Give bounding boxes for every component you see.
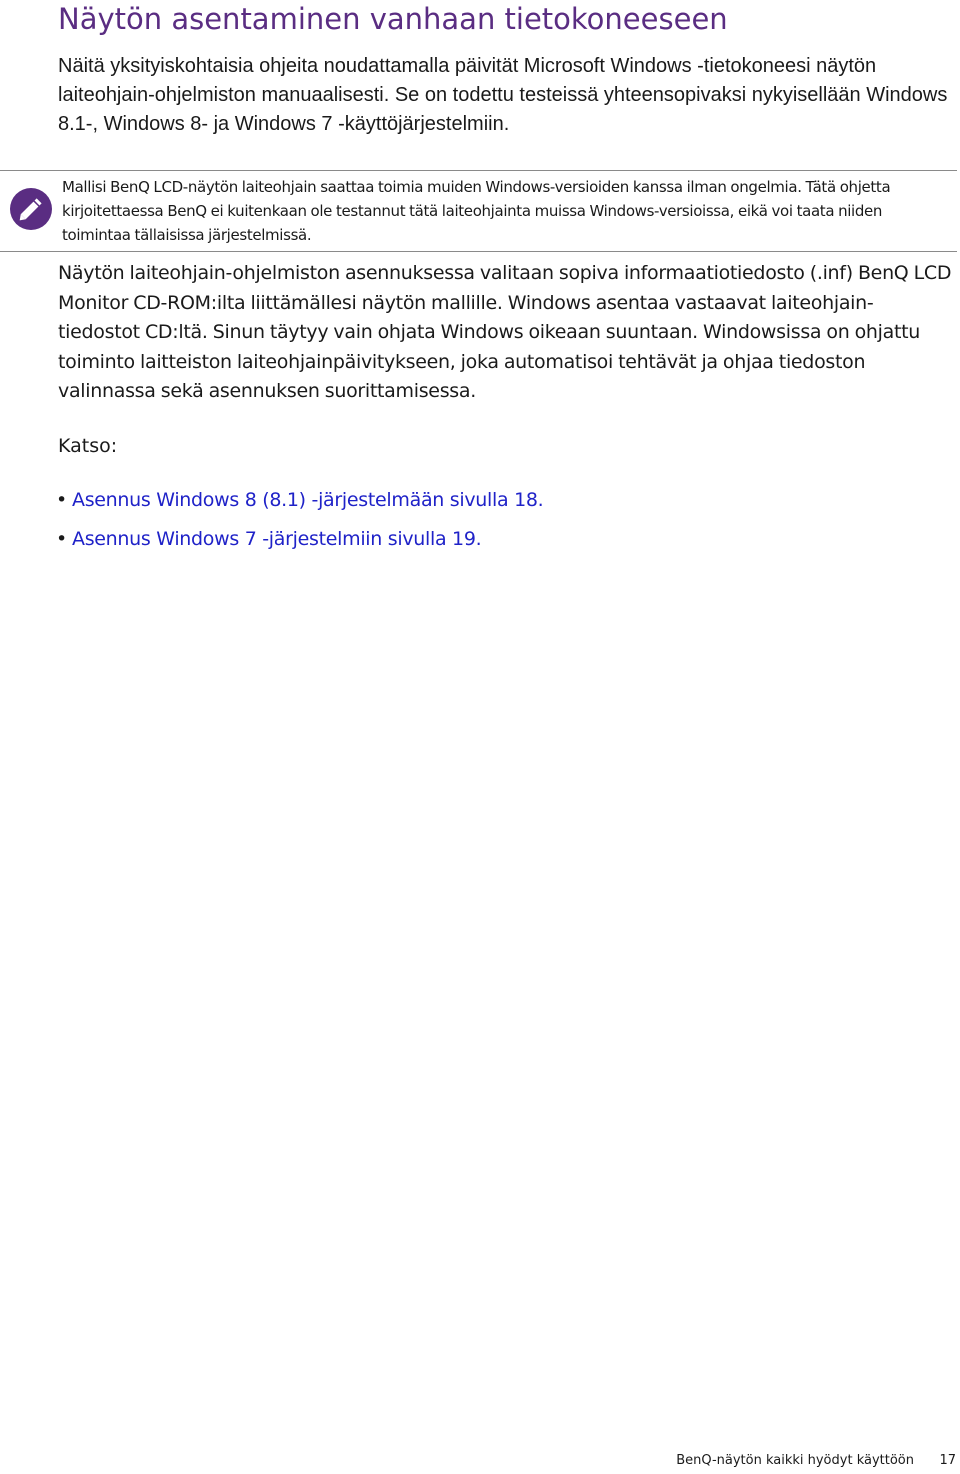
page-title: Näytön asentaminen vanhaan tietokoneeseen: [58, 2, 728, 36]
intro-paragraph: Näitä yksityiskohtaisia ohjeita noudattamalla päivität Microsoft Windows -tietokoneesi näytön laiteohjain-ohjelmiston manuaalisesti. Se on todettu testeissä yhteensopivaksi nykyisellään Windows 8.1-, Windows 8- ja Windows 7 -käyttöjärjestelmiin.: [58, 55, 948, 135]
link-windows-7-install[interactable]: Asennus Windows 7 -järjestelmiin sivulla 19.: [72, 528, 482, 550]
footer-text: BenQ-näytön kaikki hyödyt käyttöön: [676, 1453, 914, 1468]
body-paragraph: Näytön laiteohjain-ohjelmiston asennuksessa valitaan sopiva informaatiotiedosto (.inf) BenQ LCD Monitor CD-ROM:ilta liittämällesi näytön mallille. Windows asentaa vastaavat laiteohjain-tiedostot CD:ltä. Sinun täytyy vain ohjata Windows oikeaan suuntaan. Windowsissa on ohjattu toiminto laitteiston laiteohjainpäivitykseen, joka automatisoi tehtävät ja ohjaa tiedoston valinnassa sekä asennuksen suorittamisessa.: [58, 262, 952, 403]
page-number: 17: [939, 1453, 956, 1468]
see-also-label: Katso:: [58, 435, 118, 457]
bullet: •: [56, 528, 67, 550]
link-windows-8-install[interactable]: Asennus Windows 8 (8.1) -järjestelmään sivulla 18.: [72, 489, 544, 511]
note-text: Mallisi BenQ LCD-näytön laiteohjain saattaa toimia muiden Windows-versioiden kanssa ilman ongelmia. Tätä ohjetta kirjoitettaessa BenQ ei kuitenkaan ole testannut tätä laiteohjainta muissa Windows-versioissa, eikä voi taata niiden toimintaa tällaisissa järjestelmissä.: [62, 178, 891, 244]
note-box: [0, 170, 957, 252]
bullet: •: [56, 489, 67, 511]
pencil-note-icon: [10, 188, 52, 230]
